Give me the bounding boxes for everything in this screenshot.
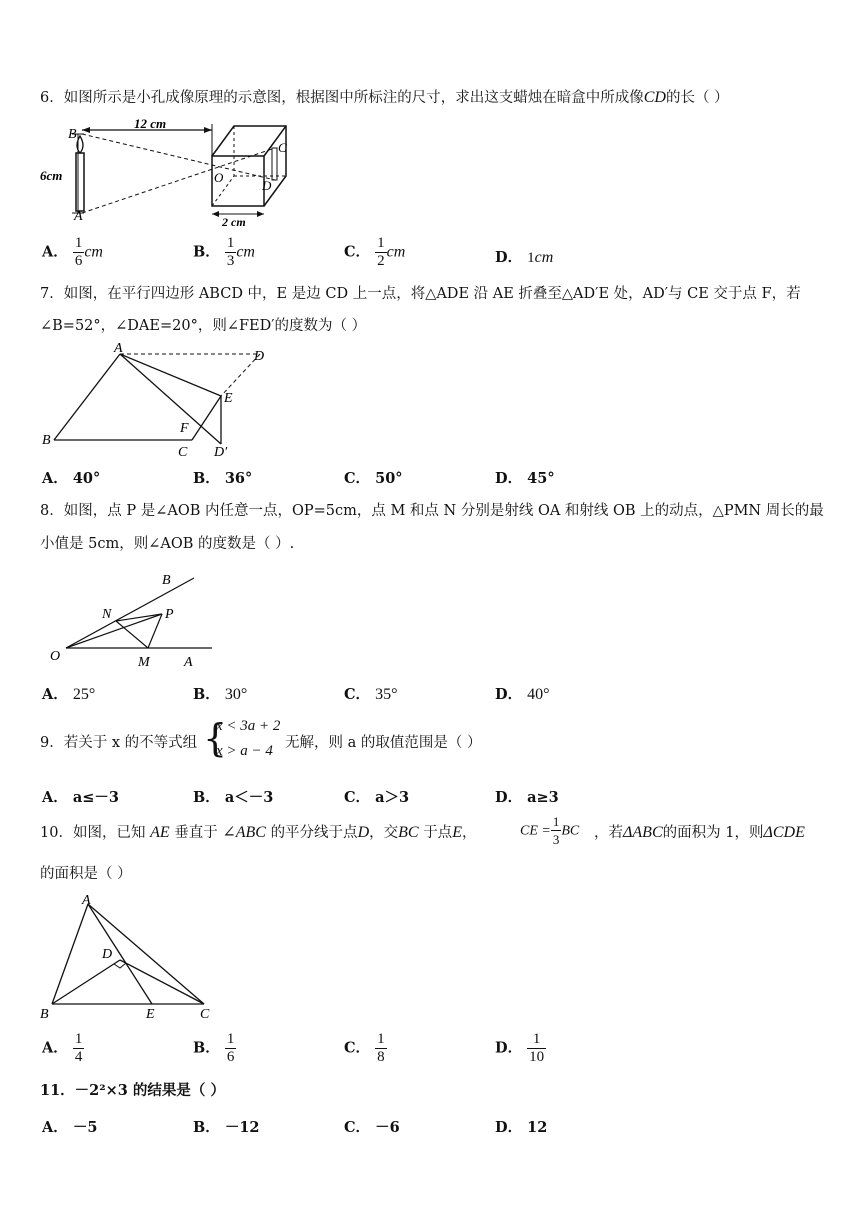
q11-option-b[interactable]: B． －12 (193, 1119, 260, 1136)
q6-label-A: A (74, 209, 83, 224)
q9-row1: x < 3a + 2 (216, 718, 281, 734)
q6-label-B: B (68, 127, 77, 142)
q8-option-a[interactable]: A． 25° (42, 686, 96, 703)
q8-option-b[interactable]: B． 30° (193, 686, 248, 703)
q9-brace: { (203, 716, 228, 760)
q7-option-d[interactable]: D． 45° (495, 470, 555, 487)
q7-option-b[interactable]: B． 36° (193, 470, 253, 487)
q7-option-c[interactable]: C． 50° (344, 470, 403, 487)
q11-option-d[interactable]: D． 12 (495, 1119, 548, 1136)
q7-figure (38, 340, 270, 460)
q10-option-a[interactable]: A． $\frac{1}{4}$ (42, 1031, 83, 1065)
q9-option-a[interactable]: A． a≤－3 (42, 789, 119, 806)
q8-label-N: N (102, 607, 112, 622)
q7-label-D-prime: D′ (214, 445, 228, 460)
q8-label-P: P (165, 607, 174, 622)
q7-label-B: B (42, 433, 51, 448)
q9-option-b[interactable]: B． a＜－3 (193, 789, 274, 806)
q11-option-c[interactable]: C． －6 (344, 1119, 400, 1136)
image-cd (272, 148, 277, 180)
q9-row2: x > a − 4 (216, 743, 273, 759)
q6-label-dist: 12 cm (134, 118, 167, 131)
q6-label-box: 2 cm (222, 215, 246, 228)
q7-label-C: C (178, 445, 188, 460)
q6-option-d[interactable]: D． 1cm (495, 249, 554, 266)
q9-stem-pre: 9．若关于 x 的不等式组 (40, 735, 198, 751)
q8-label-B: B (162, 573, 171, 588)
q10-figure (38, 892, 218, 1024)
q8-option-c[interactable]: C． 35° (344, 686, 398, 703)
q7-label-A: A (114, 341, 123, 356)
q8-label-O: O (50, 649, 61, 664)
q10-stem-line2: 的面积是（ ） (40, 866, 132, 882)
q7-label-E: E (224, 391, 233, 406)
q8-stem-line2: 小值是 5cm，则∠AOB 的度数是（ ）. (40, 536, 295, 552)
q10-stem-line1b: ，若ΔABC的面积为 1，则ΔCDE (594, 824, 805, 841)
q10-label-D: D (102, 947, 113, 962)
q6-label-C: C (278, 140, 287, 155)
q6-label-D: D (262, 178, 272, 193)
q7-stem-line1: 7．如图，在平行四边形 ABCD 中，E 是边 CD 上一点，将△ADE 沿 AE 折叠至△AD′E 处，AD′与 CE 交于点 F，若 (40, 286, 801, 302)
q9-option-d[interactable]: D． a≥3 (495, 789, 559, 806)
q10-option-c[interactable]: C． $\frac{1}{8}$ (344, 1031, 385, 1065)
q10-label-B: B (40, 1007, 49, 1022)
q9-stem-post: 无解，则 a 的取值范围是（ ） (285, 735, 482, 751)
q10-option-d[interactable]: D． $\frac{1}{10}$ (495, 1031, 545, 1065)
q8-label-A: A (184, 655, 193, 670)
q6-label-O: O (214, 170, 224, 185)
q7-option-a[interactable]: A． 40° (42, 470, 101, 487)
q11-option-a[interactable]: A． －5 (42, 1119, 98, 1136)
q10-ce-formula: CE = $\frac{1}{3}$ BC (520, 814, 580, 847)
q10-label-A: A (82, 893, 91, 908)
q6-option-b[interactable]: B． $\frac{1}{3}$ cm (193, 235, 255, 269)
q6-stem: 6．如图所示是小孔成像原理的示意图，根据图中所标注的尺寸，求出这支蜡烛在暗盒中所成像CD的长（ ） (40, 89, 729, 106)
q8-stem-line1: 8．如图，点 P 是∠AOB 内任意一点，OP=5cm，点 M 和点 N 分别是射线 OA 和射线 OB 上的动点，△PMN 周长的最 (40, 503, 824, 519)
q10-stem-line1: 10．如图，已知 AE 垂直于 ∠ABC 的平分线于点D，交BC 于点E， (40, 824, 477, 841)
q11-stem: 11．－2²×3 的结果是（ ） (40, 1082, 225, 1099)
q7-label-F: F (180, 421, 189, 436)
q8-option-d[interactable]: D． 40° (495, 686, 550, 703)
q10-option-b[interactable]: B． $\frac{1}{6}$ (193, 1031, 235, 1065)
q7-label-D: D (254, 349, 265, 364)
q6-figure (38, 118, 298, 228)
q6-option-a[interactable]: A． $\frac{1}{6}$ cm (42, 235, 103, 269)
candle (76, 153, 84, 211)
q7-stem-line2: ∠B=52°，∠DAE=20°，则∠FED′的度数为（ ） (40, 318, 367, 334)
q10-label-E: E (146, 1007, 155, 1022)
q8-figure (44, 570, 224, 670)
q10-label-C: C (200, 1007, 210, 1022)
q6-option-c[interactable]: C． $\frac{1}{2}$ cm (344, 235, 406, 269)
q9-option-c[interactable]: C． a＞3 (344, 789, 410, 806)
q6-label-height: 6cm (40, 168, 63, 183)
q8-label-M: M (138, 655, 150, 670)
